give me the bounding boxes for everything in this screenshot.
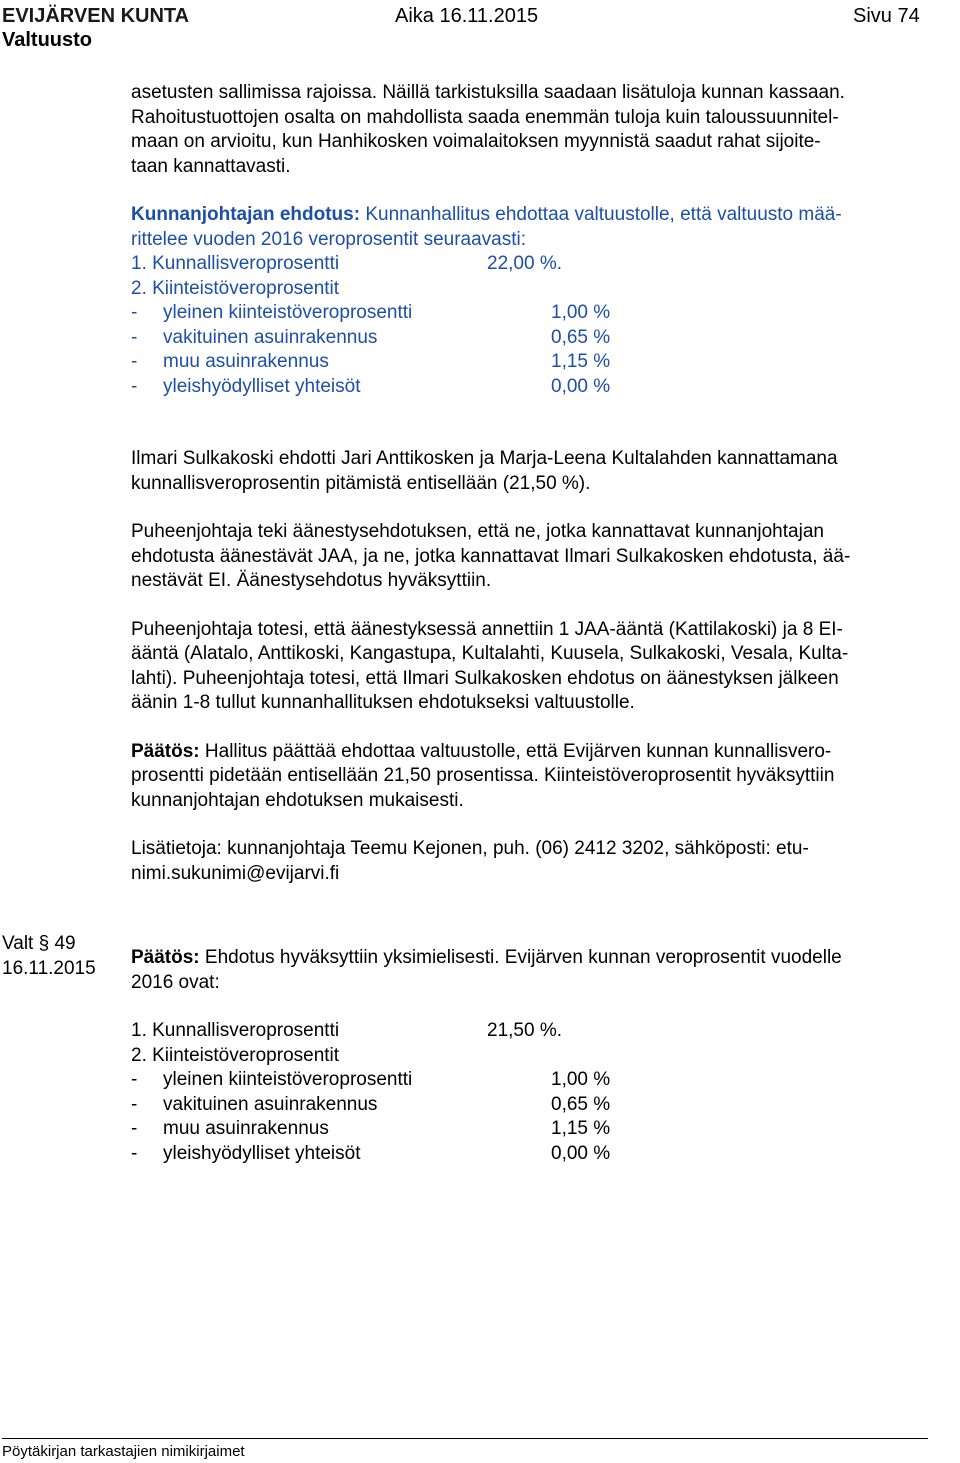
rate-name: yleishyödylliset yhteisöt bbox=[163, 375, 361, 397]
rate-item bbox=[131, 1117, 946, 1142]
rate-name: vakituinen asuinrakennus bbox=[163, 1093, 378, 1115]
final-decision-line bbox=[131, 946, 946, 971]
contact-line: Lisätietoja: kunnanjohtaja Teemu Kejonen, puh. (06) 2412 3202, sähköposti: etu- bbox=[131, 838, 809, 859]
rate-value: 22,00 %. bbox=[487, 253, 562, 274]
paragraph-line: Puheenjohtaja totesi, että äänestyksessä annettiin 1 JAA-ääntä (Kattilakoski) ja 8 EI- bbox=[131, 618, 843, 640]
decision-text: Hallitus päättää ehdottaa valtuustolle, että Evijärven kunnan kunnallisvero- bbox=[199, 740, 832, 762]
section-reference bbox=[2, 932, 96, 981]
rate-name: muu asuinrakennus bbox=[163, 351, 329, 372]
intro-line: taan kannattavasti. bbox=[131, 155, 291, 177]
meeting-date bbox=[395, 4, 538, 28]
intro-line: Rahoitustuottojen osalta on mahdollista saada enemmän tuloja kuin taloussuunnitel- bbox=[131, 106, 839, 128]
intro-line: maan on arvioitu, kun Hanhikosken voimalaitoksen myynnistä saadut rahat sijoite- bbox=[131, 131, 821, 152]
dash: - bbox=[131, 375, 138, 397]
dash: - bbox=[131, 1093, 138, 1115]
section-date: 16.11.2015 bbox=[2, 957, 96, 979]
dash: - bbox=[131, 351, 138, 372]
section-ref: Valt § 49 bbox=[2, 933, 76, 954]
rate-name: yleinen kiinteistöveroprosentti bbox=[163, 1069, 413, 1090]
proposal-line bbox=[131, 203, 946, 228]
rate-name: 1. Kunnallisveroprosentti bbox=[131, 253, 340, 274]
footer-divider bbox=[2, 1438, 928, 1439]
date-value: 16.11.2015 bbox=[439, 5, 539, 27]
paragraph-line: Puheenjohtaja teki äänestysehdotuksen, että ne, jotka kannattavat kunnanjohtajan bbox=[131, 521, 824, 542]
paragraph-line: äänin 1-8 tullut kunnanhallituksen ehdotukseksi valtuustolle. bbox=[131, 692, 635, 713]
rate-value: 0,00 % bbox=[551, 1142, 611, 1164]
rate-value: 1,00 % bbox=[551, 1069, 611, 1090]
intro-line: asetusten sallimissa rajoissa. Näillä tarkistuksilla saadaan lisätuloja kunnan kassaan. bbox=[131, 82, 845, 103]
dash: - bbox=[131, 1118, 138, 1139]
decision-line: kunnanjohtajan ehdotuksen mukaisesti. bbox=[131, 789, 464, 811]
date-label: Aika bbox=[395, 5, 434, 27]
body-name: Valtuusto bbox=[2, 29, 93, 51]
paragraph-line: nestävät EI. Äänestysehdotus hyväksyttiin. bbox=[131, 570, 492, 591]
rate-value: 0,65 % bbox=[551, 1093, 611, 1115]
proposal-line: rittelee vuoden 2016 veroprosentit seuraavasti: bbox=[131, 228, 527, 250]
final-decision-label: Päätös: bbox=[131, 947, 200, 968]
proposal-text: Kunnanhallitus ehdottaa valtuustolle, että valtuusto mää- bbox=[360, 204, 842, 225]
decision-line: prosentti pidetään entisellään 21,50 prosentissa. Kiinteistöveroprosentit hyväksyttiin bbox=[131, 765, 835, 786]
rate-value: 1,00 % bbox=[551, 302, 611, 323]
paragraph-line: kunnallisveroprosentin pitämistä entisellään (21,50 %). bbox=[131, 472, 591, 494]
proposal-section bbox=[131, 203, 946, 399]
rate-name: yleinen kiinteistöveroprosentti bbox=[163, 302, 413, 323]
proposal-label: Kunnanjohtajan ehdotus: bbox=[131, 204, 361, 225]
paragraph-line: ääntä (Alatalo, Anttikoski, Kangastupa, Kultalahti, Kuusela, Sulkakoski, Vesala, Kulta- bbox=[131, 643, 849, 664]
paragraph-line: lahti). Puheenjohtaja totesi, että Ilmari Sulkakosken ehdotus on äänestyksen jälkeen bbox=[131, 667, 839, 689]
rate-item bbox=[131, 350, 946, 375]
paragraph-line: ehdotusta äänestävät JAA, ja ne, jotka kannattavat Ilmari Sulkakosken ehdotusta, ää- bbox=[131, 545, 851, 567]
rate-item bbox=[131, 1142, 946, 1167]
rate-item bbox=[131, 326, 946, 351]
page-value: 74 bbox=[897, 5, 920, 27]
rate-value: 1,15 % bbox=[551, 351, 611, 372]
rate-item bbox=[131, 375, 946, 400]
page-label: Sivu bbox=[853, 5, 892, 27]
final-decision-text: Ehdotus hyväksyttiin yksimielisesti. Evijärven kunnan veroprosentit vuodelle bbox=[199, 947, 842, 968]
rate-item: 2. Kiinteistöveroprosentit bbox=[131, 1044, 340, 1066]
rate-item bbox=[131, 1068, 946, 1093]
decision-line bbox=[131, 740, 946, 765]
rate-value: 0,00 % bbox=[551, 375, 611, 397]
rate-name: muu asuinrakennus bbox=[163, 1118, 329, 1139]
rate-item bbox=[131, 1019, 946, 1044]
footer-text: Pöytäkirjan tarkastajien nimikirjaimet bbox=[2, 1443, 245, 1460]
rate-name: 1. Kunnallisveroprosentti bbox=[131, 1020, 340, 1041]
rate-name: vakituinen asuinrakennus bbox=[163, 326, 378, 348]
final-decision-line: 2016 ovat: bbox=[131, 971, 220, 993]
organization-name: EVIJÄRVEN KUNTA bbox=[2, 5, 190, 27]
dash: - bbox=[131, 326, 138, 348]
rate-item bbox=[131, 1093, 946, 1118]
page-number bbox=[853, 4, 920, 28]
rate-name: yleishyödylliset yhteisöt bbox=[163, 1142, 361, 1164]
rate-item bbox=[131, 252, 946, 277]
rate-value: 21,50 %. bbox=[487, 1020, 562, 1041]
rate-value: 0,65 % bbox=[551, 326, 611, 348]
decision-label: Päätös: bbox=[131, 740, 200, 762]
rate-value: 1,15 % bbox=[551, 1118, 611, 1139]
rate-item: 2. Kiinteistöveroprosentit bbox=[131, 277, 340, 299]
document-body bbox=[131, 81, 946, 1166]
dash: - bbox=[131, 1069, 138, 1090]
dash: - bbox=[131, 1142, 138, 1164]
paragraph-line: Ilmari Sulkakoski ehdotti Jari Anttikosken ja Marja-Leena Kultalahden kannattamana bbox=[131, 448, 838, 469]
contact-line: nimi.sukunimi@evijarvi.fi bbox=[131, 862, 340, 884]
dash: - bbox=[131, 302, 138, 323]
rate-item bbox=[131, 301, 946, 326]
